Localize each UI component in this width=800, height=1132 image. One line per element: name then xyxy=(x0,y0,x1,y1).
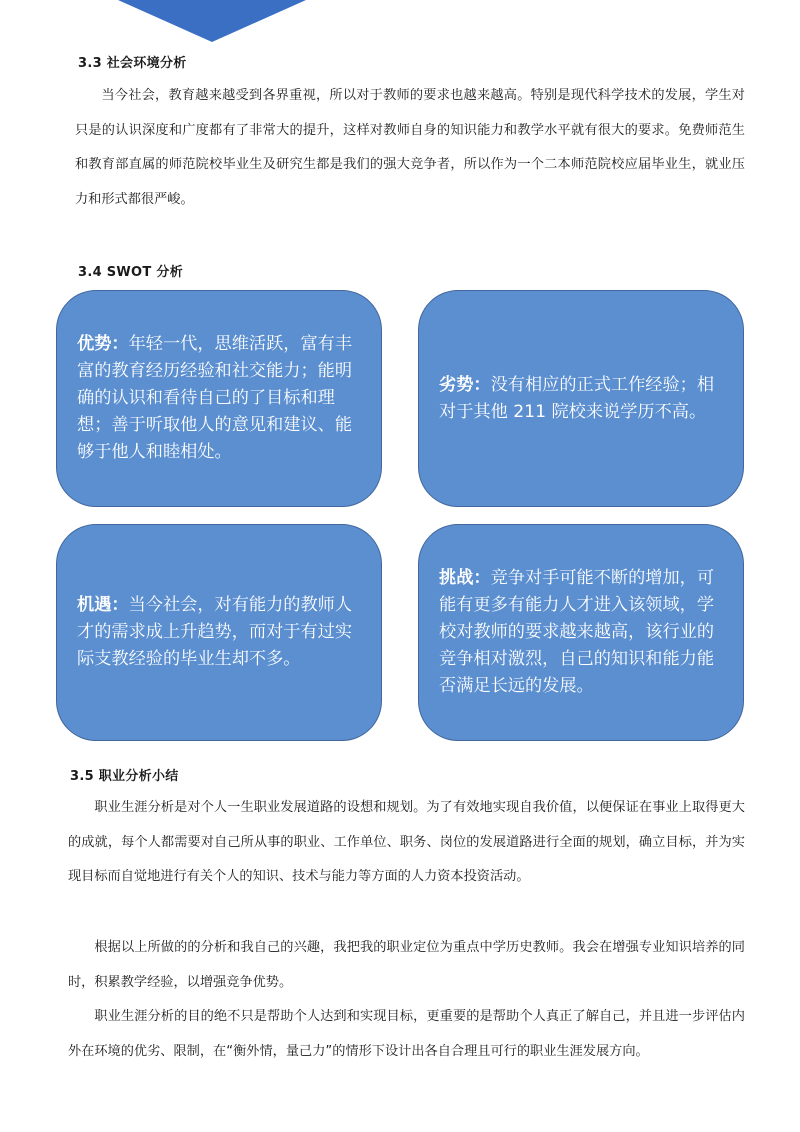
swot-opportunities-box xyxy=(56,524,382,741)
swot-strengths-box xyxy=(56,290,382,507)
swot-weaknesses-label: 劣势： xyxy=(439,374,491,395)
top-decoration-triangle xyxy=(0,0,800,50)
section-3-5-paragraph-1: 职业生涯分析是对个人一生职业发展道路的设想和规划。为了有效地实现自我价值，以便保证在事业上取得更大的成就，每个人都需要对自己所从事的职业、工作单位、职务、岗位的发展道路进行全面的规划，确立目标，并为实现目标而自觉地进行有关个人的知识、技术与能力等方面的人力资本投资活动。 xyxy=(68,800,745,884)
swot-strengths-text: 年轻一代，思维活跃，富有丰富的教育经历经验和社交能力；能明确的认识和看待自己的了目标和理想；善于听取他人的意见和建议、能够于他人和睦相处。 xyxy=(77,334,353,462)
section-3-5-heading: 3.5 职业分析小结 xyxy=(70,769,179,784)
section-3-3-paragraph: 当今社会，教育越来越受到各界重视，所以对于教师的要求也越来越高。特别是现代科学技术的发展，学生对只是的认识深度和广度都有了非常大的提升，这样对教师自身的知识能力和教学水平就有很大的要求。免费师范生和教育部直属的师范院校毕业生及研究生都是我们的强大竞争者，所以作为一个二本师范院校应届毕业生，就业压力和形式都很严峻。 xyxy=(75,88,745,207)
swot-threats-text: 竞争对手可能不断的增加，可能有更多有能力人才进入该领域，学校对教师的要求越来越高，该行业的竞争相对激烈，自己的知识和能力能否满足长远的发展。 xyxy=(439,568,715,696)
swot-strengths-label: 优势： xyxy=(77,334,129,354)
swot-opportunities-text: 当今社会，对有能力的教师人才的需求成上升趋势，而对于有过实际支教经验的毕业生却不多。 xyxy=(77,595,353,669)
swot-weaknesses-box xyxy=(418,290,744,507)
section-3-5-paragraph-3: 职业生涯分析的目的绝不只是帮助个人达到和实现目标，更重要的是帮助个人真正了解自己，并且进一步评估内外在环境的优劣、限制，在“衡外情，量己力”的情形下设计出各自合理且可行的职业生涯发展方向。 xyxy=(68,1009,745,1059)
section-3-5-paragraph-2: 根据以上所做的的分析和我自己的兴趣，我把我的职业定位为重点中学历史教师。我会在增强专业知识培养的同时，积累教学经验，以增强竞争优势。 xyxy=(68,940,745,990)
swot-threats-box xyxy=(418,524,744,741)
swot-threats-label: 挑战： xyxy=(439,568,491,588)
section-3-3-heading: 3.3 社会环境分析 xyxy=(78,56,187,71)
swot-opportunities-label: 机遇： xyxy=(77,595,129,615)
swot-weaknesses-text: 没有相应的正式工作经验；相对于其他 211 院校来说学历不高。 xyxy=(439,374,715,422)
section-3-4-heading: 3.4 SWOT 分析 xyxy=(78,265,184,280)
